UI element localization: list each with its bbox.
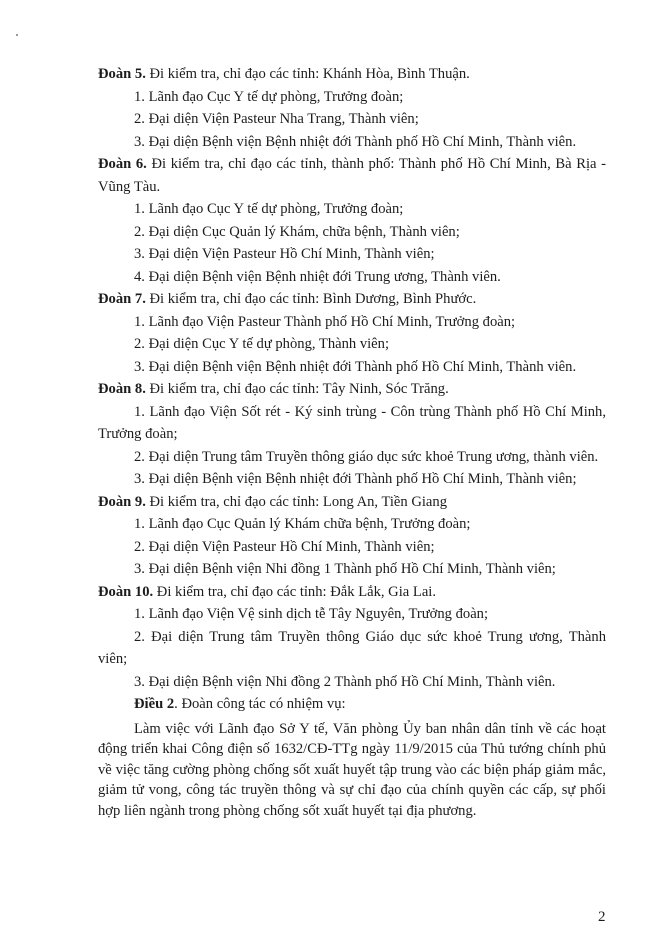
- doan-5-item-3: 3. Đại diện Bệnh viện Bệnh nhiệt đới Thành phố Hồ Chí Minh, Thành viên.: [134, 133, 577, 150]
- dieu-2-heading: Điều 2. Đoàn công tác có nhiệm vụ:: [134, 696, 346, 712]
- doan-6-item-3: 3. Đại diện Viện Pasteur Hồ Chí Minh, Thành viên;: [134, 246, 435, 262]
- dieu-2-paragraph: Làm việc với Lãnh đạo Sở Y tế, Văn phòng Ủy ban nhân dân tỉnh về các hoạt động triển khai Công điện số 1632/CĐ-TTg ngày 11/9/2015 của Thủ tướng chính phủ về việc tăng cường phòng chống sốt xuất huyết tập trung vào các biện pháp giảm mắc, giảm tử vong, công tác truyền thông và sự chỉ đạo của chính quyền các cấp, sự phối hợp liên ngành trong phòng chống sốt xuất huyết tại địa phương.: [98, 720, 606, 819]
- doan-5-item-1: 1. Lãnh đạo Cục Y tế dự phòng, Trưởng đoàn;: [134, 88, 404, 105]
- doan-5-heading: Đoàn 5. Đi kiểm tra, chỉ đạo các tỉnh: Khánh Hòa, Bình Thuận.: [98, 66, 470, 82]
- doan-7-item-2: 2. Đại diện Cục Y tế dự phòng, Thành viên;: [134, 336, 390, 352]
- page-number: 2: [598, 909, 606, 925]
- doan-10-heading: Đoàn 10. Đi kiểm tra, chỉ đạo các tỉnh: Đắk Lắk, Gia Lai.: [98, 583, 436, 600]
- doan-10-item-3: 3. Đại diện Bệnh viện Nhi đồng 2 Thành phố Hồ Chí Minh, Thành viên.: [134, 673, 556, 690]
- doan-6-item-1: 1. Lãnh đạo Cục Y tế dự phòng, Trưởng đoàn;: [134, 201, 404, 217]
- doan-6-heading: Đoàn 6. Đi kiểm tra, chỉ đạo các tỉnh, thành phố: Thành phố Hồ Chí Minh, Bà Rịa - Vũng Tàu.: [98, 156, 606, 195]
- doan-7-item-3: 3. Đại diện Bệnh viện Bệnh nhiệt đới Thành phố Hồ Chí Minh, Thành viên.: [134, 358, 577, 375]
- doan-9-item-2: 2. Đại diện Viện Pasteur Hồ Chí Minh, Thành viên;: [134, 538, 435, 555]
- document-body: [98, 63, 606, 821]
- doan-7-heading: Đoàn 7. Đi kiểm tra, chỉ đạo các tỉnh: Bình Dương, Bình Phước.: [98, 291, 477, 307]
- doan-6-item-4: 4. Đại diện Bệnh viện Bệnh nhiệt đới Trung ương, Thành viên.: [134, 268, 501, 285]
- doan-10-item-2: 2. Đại diện Trung tâm Truyền thông Giáo dục sức khoẻ Trung ương, Thành viên;: [98, 628, 606, 667]
- doan-9-item-3: 3. Đại diện Bệnh viện Nhi đồng 1 Thành phố Hồ Chí Minh, Thành viên;: [134, 561, 556, 577]
- doan-10-item-1: 1. Lãnh đạo Viện Vệ sinh dịch tễ Tây Nguyên, Trưởng đoàn;: [134, 606, 489, 622]
- doan-8-item-3: 3. Đại diện Bệnh viện Bệnh nhiệt đới Thành phố Hồ Chí Minh, Thành viên;: [134, 471, 577, 487]
- doan-9-heading: Đoàn 9. Đi kiểm tra, chỉ đạo các tỉnh: Long An, Tiền Giang: [98, 493, 447, 510]
- doan-6-item-2: 2. Đại diện Cục Quản lý Khám, chữa bệnh, Thành viên;: [134, 223, 460, 240]
- scan-speck: [16, 34, 18, 36]
- doan-8-item-2: 2. Đại diện Trung tâm Truyền thông giáo dục sức khoẻ Trung ương, thành viên.: [134, 448, 599, 465]
- doan-8-item-1: 1. Lãnh đạo Viện Sốt rét - Ký sinh trùng - Côn trùng Thành phố Hồ Chí Minh, Trưởng đoàn;: [98, 403, 606, 442]
- doan-7-item-1: 1. Lãnh đạo Viện Pasteur Thành phố Hồ Chí Minh, Trưởng đoàn;: [134, 313, 516, 330]
- doan-8-heading: Đoàn 8. Đi kiểm tra, chỉ đạo các tỉnh: Tây Ninh, Sóc Trăng.: [98, 381, 449, 397]
- doan-9-item-1: 1. Lãnh đạo Cục Quản lý Khám chữa bệnh, Trưởng đoàn;: [134, 516, 471, 532]
- doan-5-item-2: 2. Đại diện Viện Pasteur Nha Trang, Thành viên;: [134, 111, 419, 127]
